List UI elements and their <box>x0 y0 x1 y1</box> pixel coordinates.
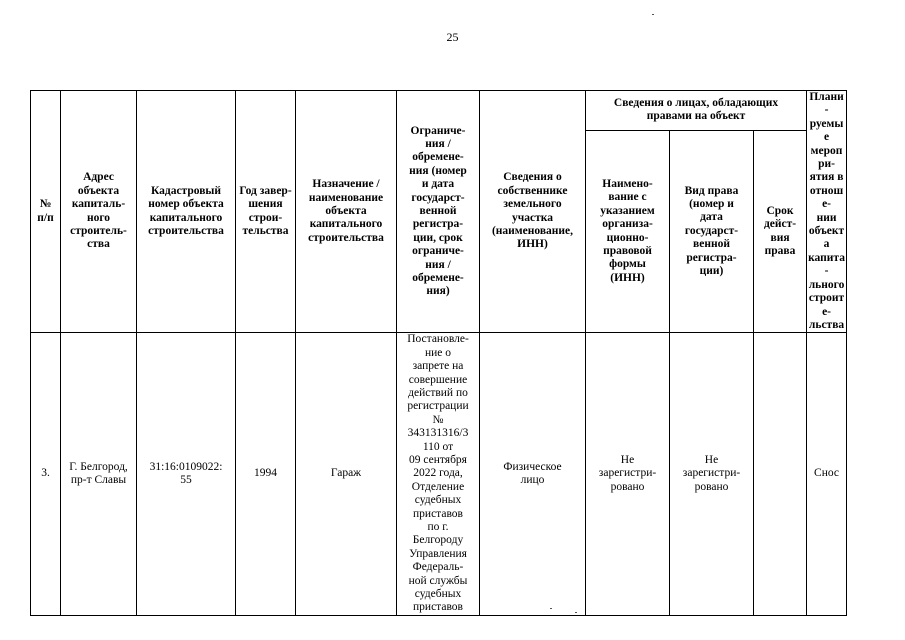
text-line: по г. <box>427 521 449 533</box>
text-line: регистра- <box>686 251 737 264</box>
text-line: отноше- <box>809 184 844 211</box>
scan-speck <box>652 14 654 15</box>
table-row <box>31 333 847 616</box>
text-line: капитального <box>149 211 223 224</box>
text-line: совершение <box>408 373 468 386</box>
cell-right-term <box>754 333 807 616</box>
text-line: ИНН) <box>517 238 548 251</box>
text-line: строительства <box>308 231 384 244</box>
text-line: организа- <box>602 218 653 231</box>
text-line: Федераль- <box>412 561 464 574</box>
text-line: собственнике <box>497 184 568 197</box>
text-line: Управления <box>409 547 467 560</box>
text-line: строительства <box>148 225 224 238</box>
header-restrictions <box>397 91 480 333</box>
text-line: правами на объект <box>646 110 746 123</box>
header-right-type <box>670 130 754 333</box>
cell-restrictions <box>397 333 480 616</box>
text-line: № <box>39 198 52 211</box>
text-line: судебных <box>414 494 462 507</box>
text-line: 09 сентября <box>409 453 467 466</box>
header-purpose <box>296 91 397 333</box>
text-line: правовой <box>603 244 652 257</box>
header-row <box>31 91 847 131</box>
text-line: ние о <box>424 346 452 359</box>
text-line: обремене- <box>412 271 464 284</box>
cell-year: 1994 <box>236 333 296 616</box>
text-line: 55 <box>180 474 192 487</box>
text-line: государст- <box>684 224 739 237</box>
text-line: ограниче- <box>412 245 464 258</box>
text-line: и дата <box>421 178 455 191</box>
text-line: Вид права <box>684 184 739 197</box>
text-line: права <box>764 244 796 257</box>
cell-purpose: Гараж <box>296 333 397 616</box>
text-line: вание с <box>608 191 647 204</box>
text-line: Белгороду <box>412 534 464 547</box>
text-line: Г. Белгород, <box>69 460 128 473</box>
text-line: Физическое <box>503 460 562 473</box>
text-line: наименование <box>308 191 384 204</box>
text-line: меропри- <box>810 144 843 171</box>
cell-num: 3. <box>31 333 61 616</box>
text-line: объекта <box>325 204 367 217</box>
text-line: Год завер- <box>239 184 292 197</box>
text-line: тельства <box>242 225 289 238</box>
text-line: (ИНН) <box>610 271 645 284</box>
text-line: ния / <box>425 258 451 271</box>
text-line: участка <box>512 211 553 224</box>
text-line: Адрес <box>83 171 114 184</box>
text-line: ции) <box>699 265 724 278</box>
text-line: регистра- <box>412 218 464 231</box>
cell-owner <box>480 333 586 616</box>
text-line: приставов <box>413 507 463 520</box>
text-line: зарегистри- <box>682 467 741 480</box>
header-right-term <box>754 130 807 333</box>
text-line: ционно- <box>606 231 649 244</box>
text-line: ной службы <box>408 574 468 587</box>
text-line: 343131316/3 <box>407 427 469 440</box>
text-line: номер объекта <box>148 198 224 211</box>
text-line: регистрации <box>407 400 469 413</box>
text-line: указанием <box>600 204 655 217</box>
text-line: руемые <box>809 117 844 144</box>
header-rights-group <box>586 91 807 131</box>
text-line: вия <box>770 231 790 244</box>
text-line: Отделение <box>411 480 465 493</box>
text-line: строите- <box>808 292 845 318</box>
text-line: Сведения о <box>503 171 562 184</box>
text-line: Ограниче- <box>410 124 466 137</box>
text-line: 110 от <box>422 440 454 453</box>
cell-address <box>61 333 137 616</box>
text-line: дата <box>700 211 723 224</box>
text-line: объекта <box>808 225 845 251</box>
text-line: Наимено- <box>602 177 653 190</box>
text-line: капиталь- <box>71 198 126 211</box>
header-year <box>236 91 296 333</box>
text-line: ного <box>86 211 111 224</box>
text-line: Сведения о лицах, обладающих <box>613 96 779 109</box>
text-line: Не <box>704 453 719 466</box>
text-line: ства <box>87 238 110 251</box>
text-line: Плани- <box>809 91 844 117</box>
header-cadastral <box>137 91 236 333</box>
text-line: венной <box>419 204 457 217</box>
text-line: шения <box>248 198 283 211</box>
text-line: строитель- <box>70 225 127 238</box>
text-line: объекта <box>77 184 120 197</box>
text-line: нии <box>816 211 837 224</box>
page-number: 25 <box>446 30 459 44</box>
text-line: действий по <box>408 386 468 399</box>
text-line: венной <box>693 238 730 251</box>
text-line: ятия в <box>809 171 844 184</box>
header-num <box>31 91 61 333</box>
text-line: 31:16:0109022: <box>149 460 223 473</box>
header-address <box>61 91 137 333</box>
text-line: государст- <box>411 191 465 204</box>
text-line: земельного <box>503 198 562 211</box>
text-line: № <box>432 413 444 426</box>
text-line: приставов <box>413 601 463 614</box>
text-line: строи- <box>248 211 283 224</box>
cell-planned: Снос <box>807 333 847 616</box>
text-line: ровано <box>694 480 729 493</box>
text-line: ния) <box>426 285 450 298</box>
scan-speck <box>550 608 552 609</box>
header-planned <box>807 91 847 333</box>
header-owner <box>480 91 586 333</box>
text-line: Не <box>620 453 635 466</box>
text-line: формы <box>609 258 646 271</box>
text-line: дейст- <box>763 218 797 231</box>
text-line: (наименование, <box>491 225 574 238</box>
text-line: капита- <box>808 251 845 278</box>
text-line: льного <box>808 278 845 291</box>
text-line: Назначение / <box>312 178 380 191</box>
cell-right-type <box>670 333 754 616</box>
text-line: ния (номер <box>409 164 467 177</box>
text-line: 2022 года, <box>413 467 463 480</box>
text-line: обремене- <box>412 151 464 164</box>
text-line: запрете на <box>412 360 464 373</box>
text-line: Кадастровый <box>150 184 222 197</box>
text-line: судебных <box>414 588 462 601</box>
text-line: ния / <box>425 137 451 150</box>
scan-speck <box>575 612 577 613</box>
text-line: Постановле- <box>407 333 469 346</box>
text-line: льства <box>808 318 845 331</box>
text-line: пр-т Славы <box>70 474 127 487</box>
objects-table <box>30 90 847 616</box>
text-line: (номер и <box>689 198 734 211</box>
text-line: лицо <box>520 474 545 487</box>
text-line: зарегистри- <box>598 467 657 480</box>
text-line: ровано <box>610 480 645 493</box>
cell-cadastral <box>137 333 236 616</box>
header-right-holder <box>586 130 670 333</box>
text-line: Срок <box>766 204 794 217</box>
text-line: ции, срок <box>413 231 463 244</box>
text-line: капитального <box>309 218 383 231</box>
cell-right-holder <box>586 333 670 616</box>
text-line: п/п <box>37 211 54 224</box>
